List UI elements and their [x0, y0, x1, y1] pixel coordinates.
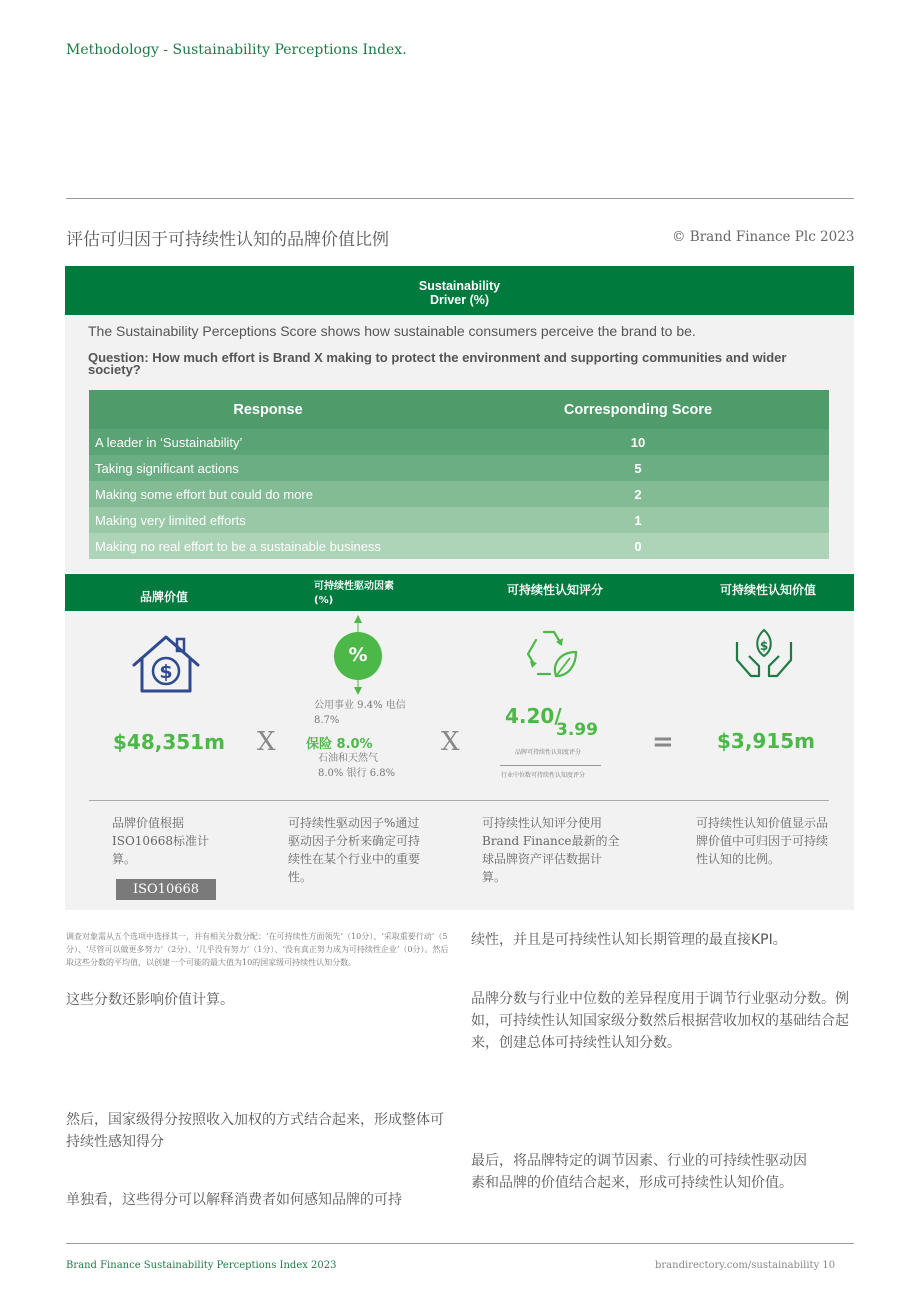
score-cell: 5 — [634, 460, 642, 476]
iso-label-box: ISO10668 — [116, 879, 216, 900]
score-fraction-line — [500, 765, 601, 766]
response-cell: Making some effort but could do more — [95, 486, 313, 502]
score-numerator: 4.20/ — [505, 704, 562, 728]
driver-band — [65, 266, 854, 315]
multiply-sign-2: X — [441, 727, 460, 757]
score-cell: 0 — [634, 538, 642, 554]
driver-utilities-text: 公用事业 9.4% 电信 8.7% — [314, 700, 406, 726]
multiply-sign-1: X — [257, 727, 276, 757]
score-cell: 2 — [634, 486, 642, 502]
left-paragraph-2: 然后，国家级得分按照收入加权的方式结合起来，形成整体可持续性感知得分 — [66, 1112, 444, 1150]
divider-bottom — [66, 1243, 854, 1244]
response-cell: Making no real effort to be a sustainable business — [95, 538, 381, 554]
score-cell: 10 — [630, 434, 646, 450]
footer-right: brandirectory.com/sustainability 10 — [655, 1260, 836, 1271]
left-paragraph-3: 单独看，这些得分可以解释消费者如何感知品牌的可持 — [66, 1192, 402, 1208]
label-perception-value: 可持续性认知价值 — [720, 583, 817, 597]
hands-dollar-icon — [733, 628, 795, 680]
right-paragraph-2: 品牌分数与行业中位数的差异程度用于调节行业驱动分数。例如，可持续性认知国家级分数然后根据营收加权的基础结合起来，创建总体可持续性认知分数。 — [471, 991, 849, 1051]
score-denominator-caption: 行业中位数可持续性认知度评分 — [501, 772, 586, 779]
calc-divider — [89, 800, 829, 801]
score-denominator: 3.99 — [556, 720, 598, 740]
chart-title: 评估可归因于可持续性认知的品牌价值比例 — [66, 230, 389, 250]
score-numerator-caption: 品牌可持续性认知度评分 — [515, 749, 582, 756]
driver-band-line2: Driver (%) — [429, 293, 490, 307]
question-text: Question: How much effort is Brand X making to protect the environment and supporting communities and wider society? — [88, 350, 787, 377]
percent-symbol: % — [348, 644, 368, 666]
driver-others-text: 石油和天然气 8.0% 银行 6.8% — [318, 753, 396, 779]
driver-insurance-text: 保险 8.0% — [306, 737, 373, 752]
page-header-title: Methodology - Sustainability Perceptions Index. — [66, 42, 407, 58]
footer-left: Brand Finance Sustainability Perceptions Index 2023 — [66, 1260, 337, 1271]
divider-top — [66, 198, 854, 199]
driver-band-line1: Sustainability — [418, 279, 501, 293]
table-row — [89, 533, 829, 559]
table-header-row — [89, 390, 829, 429]
desc-perception-score: 可持续性认知评分使用Brand Finance最新的全球品牌资产评估数据计算。 — [482, 816, 620, 884]
equals-sign: = — [652, 727, 674, 757]
right-paragraph-3: 最后，将品牌特定的调节因素、行业的可持续性驱动因素和品牌的价值结合起来，形成可持续性认知价值。 — [471, 1153, 807, 1191]
intro-text: The Sustainability Perceptions Score shows how sustainable consumers perceive the brand to be. — [88, 323, 696, 339]
score-table — [89, 390, 829, 559]
right-paragraph-1: 续性，并且是可持续性认知长期管理的最直接KPI。 — [471, 932, 787, 948]
svg-text:$: $ — [759, 639, 769, 653]
response-cell: Making very limited efforts — [95, 512, 246, 528]
table-row — [89, 507, 829, 533]
table-header-score: Corresponding Score — [447, 390, 829, 429]
response-cell: A leader in ‘Sustainability’ — [95, 434, 243, 450]
result-value-number: $3,915m — [717, 729, 816, 753]
label-brand-value: 品牌价值 — [140, 590, 189, 604]
desc-perception-value: 可持续性认知价值显示品牌价值中可归因于可持续性认知的比例。 — [696, 816, 829, 866]
left-paragraph-1: 这些分数还影响价值计算。 — [66, 992, 234, 1008]
recycle-leaf-icon — [522, 626, 580, 682]
desc-driver: 可持续性驱动因子%通过驱动因子分析来确定可持续性在某个行业中的重要性。 — [288, 816, 421, 884]
score-cell: 1 — [634, 512, 642, 528]
desc-brand-value: 品牌价值根据ISO10668标准计算。 — [112, 816, 209, 866]
response-cell: Taking significant actions — [95, 460, 239, 476]
house-dollar-icon — [130, 633, 202, 695]
table-row — [89, 455, 829, 481]
footnote-text: 调查对象需从五个选项中选择其一，并有相关分数分配：‘在可持续性方面领先’（10分）、‘采取重要行动’（5分）、‘尽管可以做更多努力’（2分）、‘几乎没有努力’（1分）、‘没有真正努力成为可持续性企业’（0分）。然后取这些分数的平均值，以创建一个可能的最大值为10的国家级可持续性认知分数。 — [66, 932, 449, 967]
table-header-response: Response — [89, 390, 447, 429]
brand-value-number: $48,351m — [113, 730, 225, 754]
svg-text:$: $ — [159, 661, 173, 683]
label-perception-score: 可持续性认知评分 — [507, 583, 604, 597]
copyright: © Brand Finance Plc 2023 — [672, 229, 855, 245]
table-row — [89, 429, 829, 455]
label-driver: 可持续性驱动因素 (%) — [314, 581, 394, 606]
table-row — [89, 481, 829, 507]
